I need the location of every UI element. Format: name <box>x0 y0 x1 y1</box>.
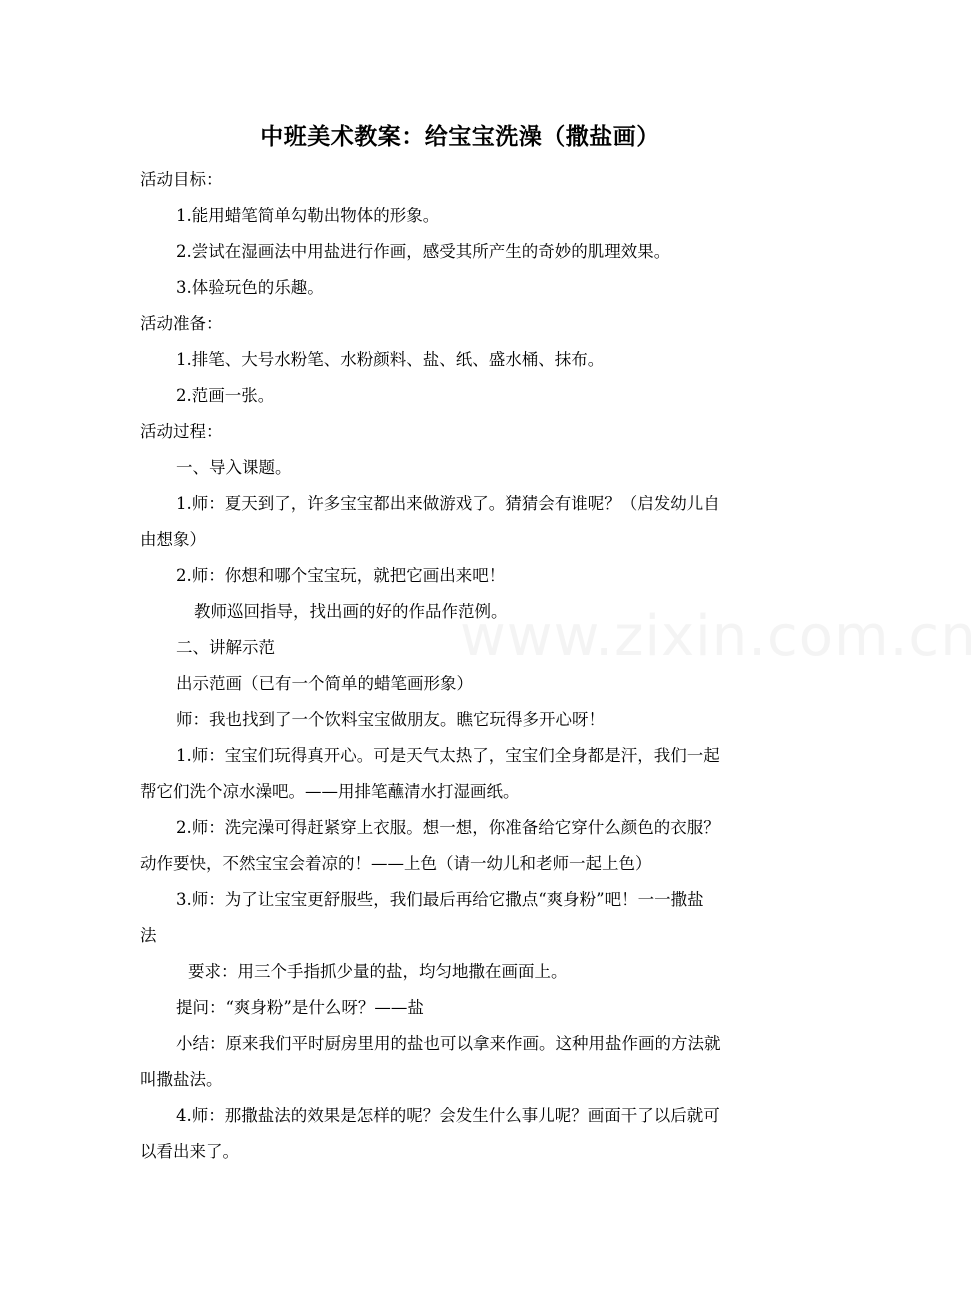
paragraph-continuation: 以看出来了。 <box>140 1142 239 1161</box>
paragraph: 3.体验玩色的乐趣。 <box>176 278 324 297</box>
paragraph: 1.能用蜡笔简单勾勒出物体的形象。 <box>176 206 440 225</box>
document-title: 中班美术教案：给宝宝洗澡（撒盐画） <box>260 124 660 150</box>
paragraph: 要求：用三个手指抓少量的盐，均匀地撒在画面上。 <box>188 962 568 981</box>
paragraph: 师：我也找到了一个饮料宝宝做朋友。瞧它玩得多开心呀！ <box>176 710 605 729</box>
section-heading-goals: 活动目标： <box>140 170 223 189</box>
paragraph-continuation: 动作要快，不然宝宝会着凉的！——上色（请一幼儿和老师一起上色） <box>140 854 652 873</box>
paragraph: 一、导入课题。 <box>176 458 292 477</box>
paragraph: 出示范画（已有一个简单的蜡笔画形象） <box>176 674 473 693</box>
paragraph: 教师巡回指导，找出画的好的作品作范例。 <box>194 602 508 621</box>
paragraph-continuation: 帮它们洗个凉水澡吧。——用排笔蘸清水打湿画纸。 <box>140 782 520 801</box>
paragraph-continuation: 由想象） <box>140 530 206 549</box>
paragraph: 2.师：你想和哪个宝宝玩，就把它画出来吧！ <box>176 566 506 585</box>
paragraph: 二、讲解示范 <box>176 638 275 657</box>
paragraph: 小结：原来我们平时厨房里用的盐也可以拿来作画。这种用盐作画的方法就 <box>176 1034 721 1053</box>
paragraph-continuation: 法 <box>140 926 157 945</box>
paragraph: 3.师：为了让宝宝更舒服些，我们最后再给它撒点“爽身粉”吧！一一撒盐 <box>176 890 704 909</box>
section-heading-process: 活动过程： <box>140 422 223 441</box>
section-heading-preparation: 活动准备： <box>140 314 223 333</box>
paragraph: 2.师：洗完澡可得赶紧穿上衣服。想一想，你准备给它穿什么颜色的衣服？ <box>176 818 720 837</box>
paragraph: 1.排笔、大号水粉笔、水粉颜料、盐、纸、盛水桶、抹布。 <box>176 350 605 369</box>
paragraph: 1.师：宝宝们玩得真开心。可是天气太热了，宝宝们全身都是汗，我们一起 <box>176 746 720 765</box>
paragraph: 1.师：夏天到了，许多宝宝都出来做游戏了。猜猜会有谁呢？（启发幼儿自 <box>176 494 720 513</box>
paragraph: 提问：“爽身粉”是什么呀？——盐 <box>176 998 424 1017</box>
paragraph-continuation: 叫撒盐法。 <box>140 1070 223 1089</box>
paragraph: 4.师：那撒盐法的效果是怎样的呢？会发生什么事儿呢？画面干了以后就可 <box>176 1106 720 1125</box>
paragraph: 2.尝试在湿画法中用盐进行作画，感受其所产生的奇妙的肌理效果。 <box>176 242 671 261</box>
paragraph: 2.范画一张。 <box>176 386 275 405</box>
watermark: www.zixin.com.cn <box>460 604 977 669</box>
